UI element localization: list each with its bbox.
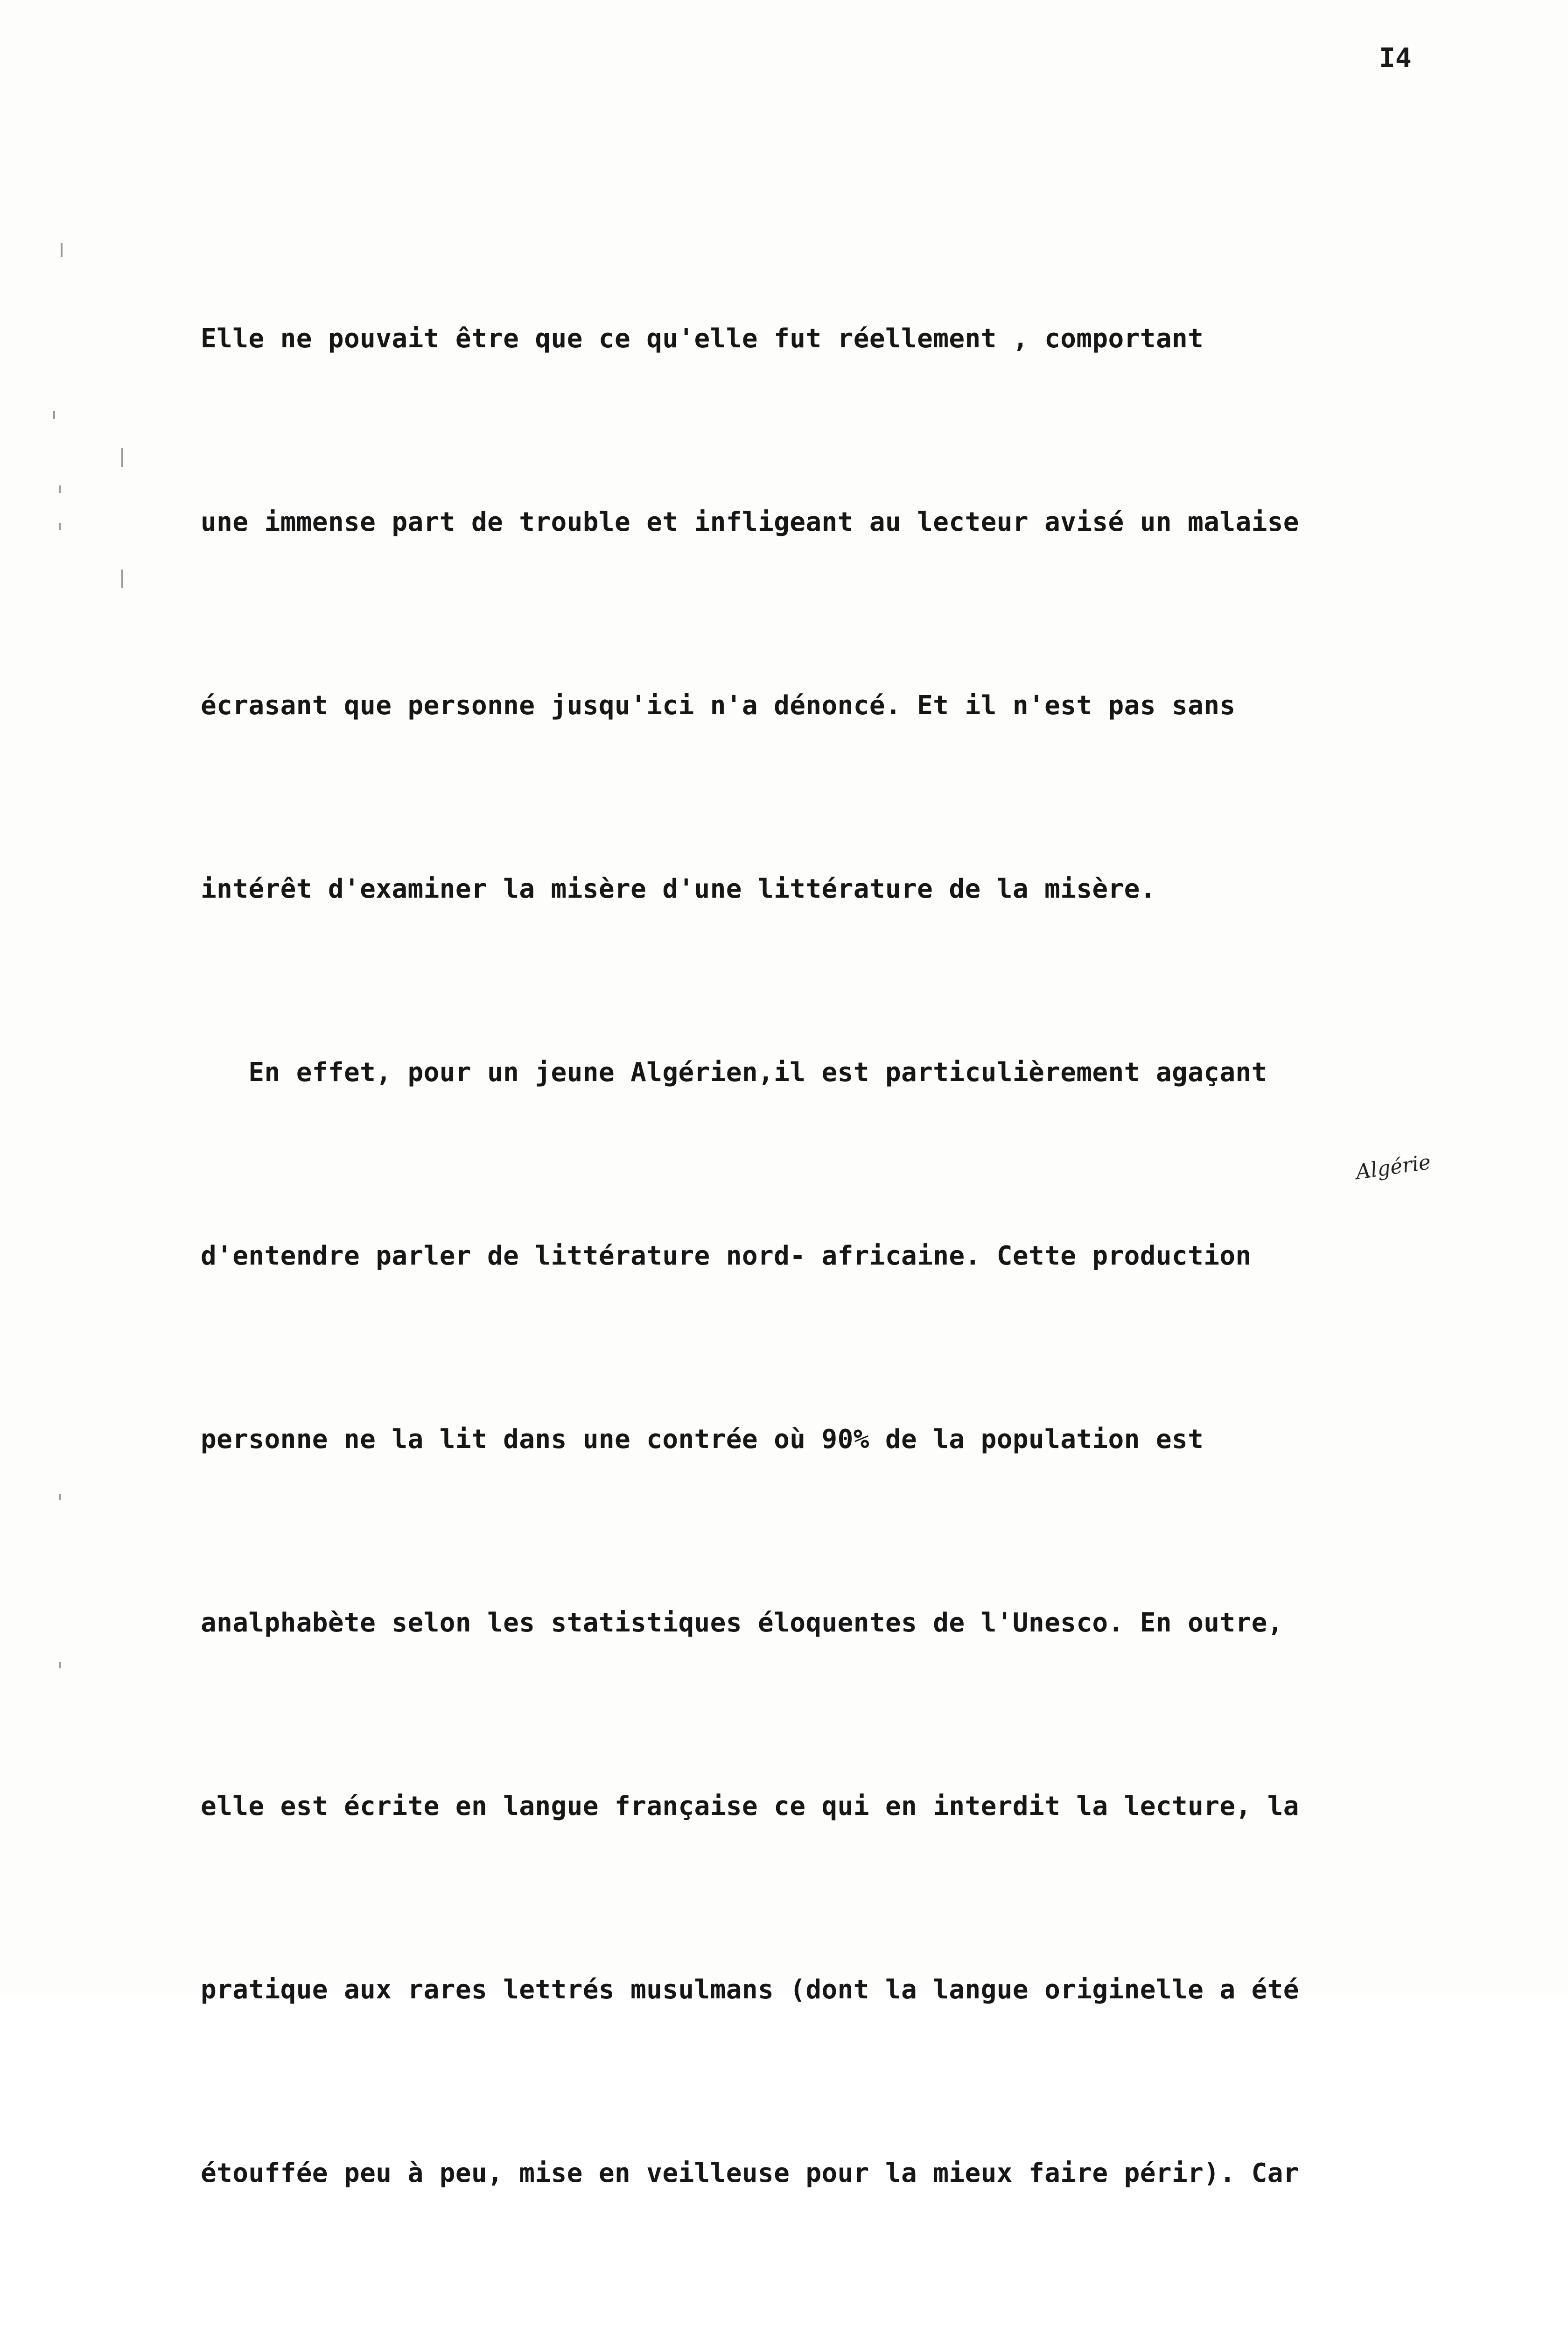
- text-line: écrasant que personne jusqu'ici n'a dénoncé. Et il n'est pas sans: [201, 690, 1236, 721]
- text-line: Elle ne pouvait être que ce qu'elle fut réellement , comportant: [201, 323, 1204, 354]
- text-line: d'entendre parler de littérature nord- africaine. Cette production: [201, 1241, 1252, 1271]
- text-line: En effet, pour un jeune Algérien,il est particulièrement agaçant: [201, 1057, 1267, 1088]
- text-line: [201, 2326, 1521, 2334]
- margin-tick: [59, 523, 61, 530]
- text-line: analphabète selon les statistiques éloquentes de l'Unesco. En outre,: [201, 1608, 1283, 1638]
- page-number: I4: [1379, 42, 1412, 74]
- margin-tick: [121, 569, 123, 588]
- text-line: elle est écrite en langue française ce qui en interdit la lecture, la: [201, 1791, 1299, 1821]
- body-text: [201, 186, 1521, 2334]
- text-line: étouffée peu à peu, mise en veilleuse pour la mieux faire périr). Car: [201, 2158, 1299, 2188]
- margin-tick: [53, 411, 55, 419]
- margin-tick: [121, 448, 123, 467]
- text-line: personne ne la lit dans une contrée où 90% de la population est: [201, 1424, 1204, 1455]
- margin-tick: [59, 485, 61, 493]
- text-line: intérêt d'examiner la misère d'une littérature de la misère.: [201, 874, 1156, 904]
- margin-tick: [61, 243, 63, 257]
- handwritten-annotation: Algérie: [1354, 1150, 1432, 1184]
- text-line: pratique aux rares lettrés musulmans (dont la langue originelle a été: [201, 1975, 1299, 2005]
- margin-tick: [59, 1494, 61, 1500]
- margin-tick: [59, 1662, 61, 1668]
- margin-marks: [51, 243, 70, 1736]
- text-line: une immense part de trouble et infligeant au lecteur avisé un malaise: [201, 507, 1299, 537]
